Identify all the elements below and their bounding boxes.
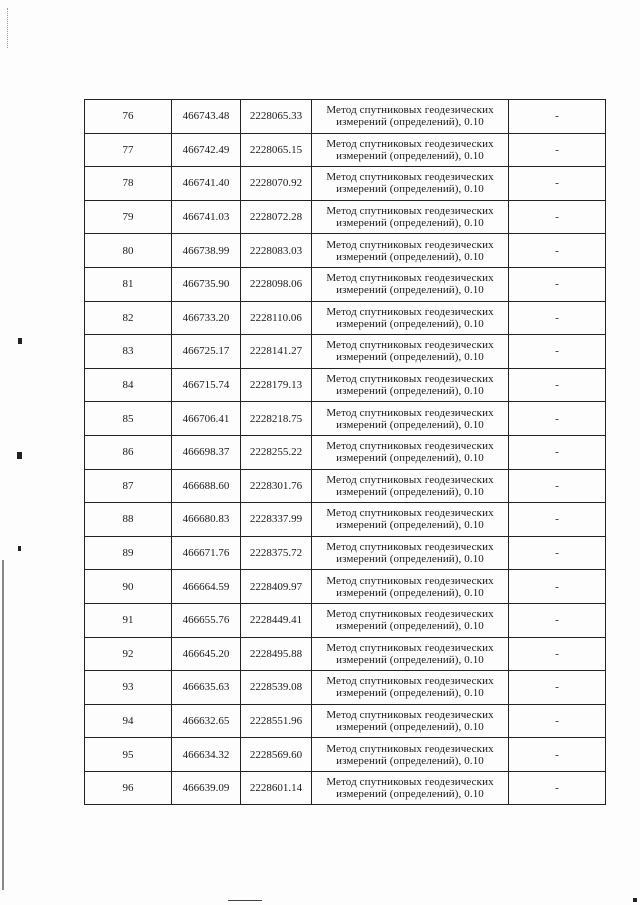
method-line-2: измерений (определений), 0.10: [336, 217, 484, 230]
coordinate-y-cell: 2228218.75: [241, 402, 312, 436]
method-cell: [312, 738, 509, 772]
coordinate-y-cell: 2228141.27: [241, 335, 312, 369]
table-row: [85, 469, 606, 503]
note-cell: -: [509, 301, 606, 335]
coordinate-y-cell: 2228337.99: [241, 503, 312, 537]
coordinate-x-cell: 466742.49: [172, 133, 241, 167]
method-line-2: измерений (определений), 0.10: [336, 720, 484, 733]
method-line-2: измерений (определений), 0.10: [336, 284, 484, 297]
method-cell: [312, 536, 509, 570]
footer-rule: [228, 900, 262, 901]
table-row: [85, 771, 606, 805]
method-line-1: Метод спутниковых геодезических: [326, 742, 494, 755]
method-line-2: измерений (определений), 0.10: [336, 485, 484, 498]
coordinate-y-cell: 2228179.13: [241, 368, 312, 402]
method-cell: [312, 200, 509, 234]
method-line-2: измерений (определений), 0.10: [336, 452, 484, 465]
table-row: [85, 671, 606, 705]
scan-speck: [18, 546, 21, 551]
method-line-1: Метод спутниковых геодезических: [326, 776, 494, 789]
method-line-2: измерений (определений), 0.10: [336, 149, 484, 162]
method-line-2: измерений (определений), 0.10: [336, 788, 484, 801]
scan-speck: [17, 452, 22, 459]
method-line-1: Метод спутниковых геодезических: [326, 406, 494, 419]
point-number-cell: 93: [85, 671, 172, 705]
coordinate-x-cell: 466680.83: [172, 503, 241, 537]
method-line-2: измерений (определений), 0.10: [336, 317, 484, 330]
note-cell: -: [509, 570, 606, 604]
method-line-2: измерений (определений), 0.10: [336, 653, 484, 666]
point-number-cell: 84: [85, 368, 172, 402]
method-line-1: Метод спутниковых геодезических: [326, 305, 494, 318]
point-number-cell: 77: [85, 133, 172, 167]
coordinate-x-cell: 466635.63: [172, 671, 241, 705]
point-number-cell: 91: [85, 603, 172, 637]
note-cell: -: [509, 200, 606, 234]
point-number-cell: 95: [85, 738, 172, 772]
note-cell: -: [509, 267, 606, 301]
note-cell: -: [509, 402, 606, 436]
note-cell: -: [509, 368, 606, 402]
coordinate-y-cell: 2228569.60: [241, 738, 312, 772]
table-row: [85, 200, 606, 234]
note-cell: -: [509, 671, 606, 705]
method-line-1: Метод спутниковых геодезических: [326, 373, 494, 386]
coordinate-x-cell: 466741.03: [172, 200, 241, 234]
point-number-cell: 79: [85, 200, 172, 234]
note-cell: -: [509, 771, 606, 805]
note-cell: -: [509, 704, 606, 738]
coordinate-x-cell: 466743.48: [172, 100, 241, 134]
table-row: [85, 267, 606, 301]
coordinate-y-cell: 2228601.14: [241, 771, 312, 805]
coordinate-y-cell: 2228495.88: [241, 637, 312, 671]
table-row: [85, 570, 606, 604]
method-line-1: Метод спутниковых геодезических: [326, 104, 494, 117]
method-line-2: измерений (определений), 0.10: [336, 553, 484, 566]
method-line-2: измерений (определений), 0.10: [336, 250, 484, 263]
method-line-2: измерений (определений), 0.10: [336, 116, 484, 129]
coordinate-y-cell: 2228301.76: [241, 469, 312, 503]
table-row: [85, 637, 606, 671]
method-cell: [312, 469, 509, 503]
note-cell: -: [509, 503, 606, 537]
method-cell: [312, 435, 509, 469]
method-line-2: измерений (определений), 0.10: [336, 620, 484, 633]
point-number-cell: 94: [85, 704, 172, 738]
coordinate-x-cell: 466741.40: [172, 167, 241, 201]
note-cell: -: [509, 335, 606, 369]
coordinate-x-cell: 466733.20: [172, 301, 241, 335]
point-number-cell: 80: [85, 234, 172, 268]
method-line-1: Метод спутниковых геодезических: [326, 507, 494, 520]
table-row: [85, 167, 606, 201]
scan-speck: [633, 898, 637, 902]
coordinate-y-cell: 2228255.22: [241, 435, 312, 469]
method-line-1: Метод спутниковых геодезических: [326, 440, 494, 453]
coordinate-y-cell: 2228098.06: [241, 267, 312, 301]
coordinate-x-cell: 466639.09: [172, 771, 241, 805]
method-line-2: измерений (определений), 0.10: [336, 586, 484, 599]
coordinate-x-cell: 466632.65: [172, 704, 241, 738]
point-number-cell: 96: [85, 771, 172, 805]
coordinate-x-cell: 466664.59: [172, 570, 241, 604]
method-line-1: Метод спутниковых геодезических: [326, 608, 494, 621]
method-line-1: Метод спутниковых геодезических: [326, 238, 494, 251]
coordinate-y-cell: 2228551.96: [241, 704, 312, 738]
method-cell: [312, 100, 509, 134]
coordinate-y-cell: 2228065.15: [241, 133, 312, 167]
point-number-cell: 88: [85, 503, 172, 537]
scan-edge-dots: [7, 8, 9, 48]
table-row: [85, 503, 606, 537]
point-number-cell: 89: [85, 536, 172, 570]
coordinate-x-cell: 466688.60: [172, 469, 241, 503]
note-cell: -: [509, 536, 606, 570]
method-line-2: измерений (определений), 0.10: [336, 183, 484, 196]
coordinate-y-cell: 2228110.06: [241, 301, 312, 335]
method-line-2: измерений (определений), 0.10: [336, 351, 484, 364]
note-cell: -: [509, 167, 606, 201]
point-number-cell: 81: [85, 267, 172, 301]
coordinate-x-cell: 466698.37: [172, 435, 241, 469]
point-number-cell: 86: [85, 435, 172, 469]
method-cell: [312, 771, 509, 805]
coordinate-x-cell: 466725.17: [172, 335, 241, 369]
method-cell: [312, 671, 509, 705]
coordinate-y-cell: 2228065.33: [241, 100, 312, 134]
note-cell: -: [509, 738, 606, 772]
method-cell: [312, 503, 509, 537]
table-row: [85, 368, 606, 402]
table-row: [85, 738, 606, 772]
method-cell: [312, 570, 509, 604]
table-row: [85, 603, 606, 637]
method-line-1: Метод спутниковых геодезических: [326, 541, 494, 554]
point-number-cell: 85: [85, 402, 172, 436]
point-number-cell: 76: [85, 100, 172, 134]
method-cell: [312, 167, 509, 201]
method-cell: [312, 267, 509, 301]
point-number-cell: 83: [85, 335, 172, 369]
point-number-cell: 87: [85, 469, 172, 503]
point-number-cell: 90: [85, 570, 172, 604]
coordinate-y-cell: 2228409.97: [241, 570, 312, 604]
method-cell: [312, 603, 509, 637]
method-line-1: Метод спутниковых геодезических: [326, 473, 494, 486]
scan-edge-line: [2, 560, 4, 890]
coordinate-x-cell: 466645.20: [172, 637, 241, 671]
method-cell: [312, 133, 509, 167]
coordinate-y-cell: 2228070.92: [241, 167, 312, 201]
coordinate-y-cell: 2228083.03: [241, 234, 312, 268]
method-cell: [312, 234, 509, 268]
method-line-1: Метод спутниковых геодезических: [326, 641, 494, 654]
table-row: [85, 301, 606, 335]
table-row: [85, 435, 606, 469]
table-row: [85, 133, 606, 167]
method-line-2: измерений (определений), 0.10: [336, 687, 484, 700]
coordinate-x-cell: 466655.76: [172, 603, 241, 637]
method-line-1: Метод спутниковых геодезических: [326, 272, 494, 285]
method-line-1: Метод спутниковых геодезических: [326, 137, 494, 150]
table-row: [85, 536, 606, 570]
note-cell: -: [509, 100, 606, 134]
note-cell: -: [509, 603, 606, 637]
coordinates-table: [84, 99, 606, 805]
note-cell: -: [509, 435, 606, 469]
point-number-cell: 82: [85, 301, 172, 335]
table-row: [85, 234, 606, 268]
point-number-cell: 92: [85, 637, 172, 671]
method-line-2: измерений (определений), 0.10: [336, 385, 484, 398]
note-cell: -: [509, 637, 606, 671]
method-line-1: Метод спутниковых геодезических: [326, 675, 494, 688]
note-cell: -: [509, 469, 606, 503]
method-cell: [312, 402, 509, 436]
table-row: [85, 335, 606, 369]
coordinate-x-cell: 466706.41: [172, 402, 241, 436]
coordinate-x-cell: 466671.76: [172, 536, 241, 570]
coordinate-x-cell: 466735.90: [172, 267, 241, 301]
method-cell: [312, 301, 509, 335]
method-cell: [312, 368, 509, 402]
coordinates-table-body: [85, 100, 606, 805]
table-row: [85, 100, 606, 134]
table-row: [85, 402, 606, 436]
method-line-1: Метод спутниковых геодезических: [326, 171, 494, 184]
note-cell: -: [509, 234, 606, 268]
coordinate-y-cell: 2228539.08: [241, 671, 312, 705]
note-cell: -: [509, 133, 606, 167]
coordinate-x-cell: 466634.32: [172, 738, 241, 772]
method-line-1: Метод спутниковых геодезических: [326, 339, 494, 352]
coordinate-x-cell: 466738.99: [172, 234, 241, 268]
point-number-cell: 78: [85, 167, 172, 201]
table-row: [85, 704, 606, 738]
method-cell: [312, 704, 509, 738]
scan-speck: [18, 338, 22, 344]
method-cell: [312, 637, 509, 671]
method-line-2: измерений (определений), 0.10: [336, 519, 484, 532]
method-line-1: Метод спутниковых геодезических: [326, 574, 494, 587]
coordinate-x-cell: 466715.74: [172, 368, 241, 402]
method-line-2: измерений (определений), 0.10: [336, 418, 484, 431]
coordinate-y-cell: 2228375.72: [241, 536, 312, 570]
method-cell: [312, 335, 509, 369]
method-line-1: Метод спутниковых геодезических: [326, 205, 494, 218]
method-line-2: измерений (определений), 0.10: [336, 754, 484, 767]
coordinate-y-cell: 2228449.41: [241, 603, 312, 637]
coordinate-y-cell: 2228072.28: [241, 200, 312, 234]
method-line-1: Метод спутниковых геодезических: [326, 708, 494, 721]
